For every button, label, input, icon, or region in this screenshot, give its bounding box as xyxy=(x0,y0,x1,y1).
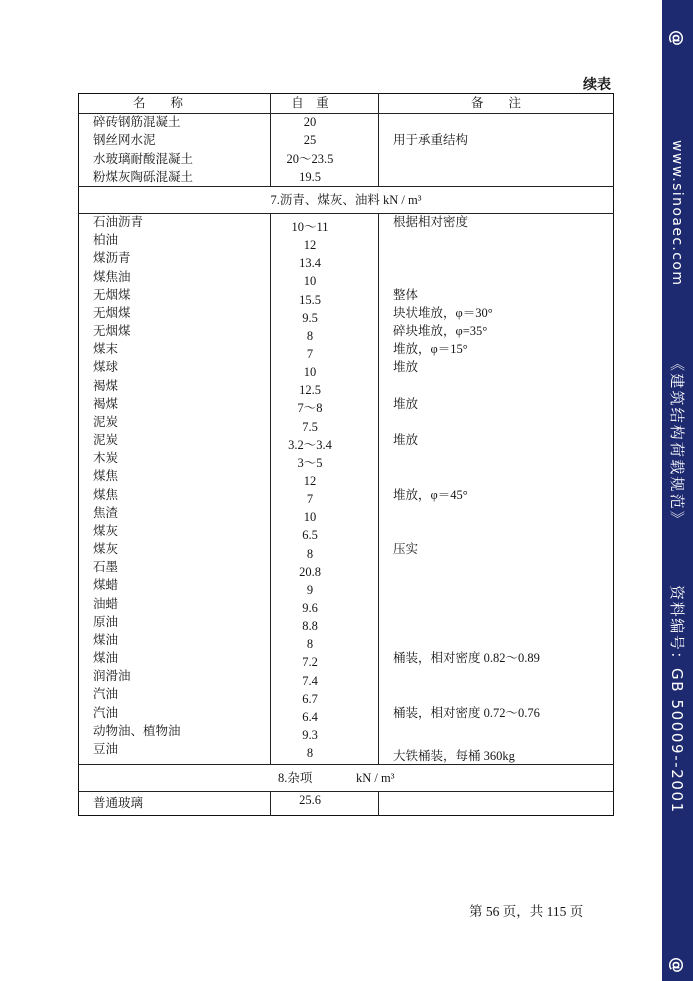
column-divider xyxy=(378,791,379,816)
row-note: 大铁桶装，每桶 360kg xyxy=(393,748,515,763)
row-name: 石油沥青 xyxy=(93,215,144,229)
section8-title-text: 8.杂项 xyxy=(278,771,313,785)
row-weight: 6.4 xyxy=(302,709,318,724)
row-note: 用于承重结构 xyxy=(393,133,469,148)
row-name: 粉煤灰陶砾混凝土 xyxy=(93,170,194,185)
row-name: 煤末 xyxy=(93,342,119,357)
row-weight: 8 xyxy=(306,746,314,761)
section7-top-divider xyxy=(78,186,614,187)
row-name: 原油 xyxy=(93,614,119,629)
row-note: 碎块堆放，φ=35° xyxy=(393,324,488,339)
row-name: 煤焦油 xyxy=(93,269,131,284)
row-weight: 12 xyxy=(303,238,317,253)
sidebar-banner xyxy=(662,0,693,981)
row-weight: 15.5 xyxy=(299,292,321,307)
sidebar-website: www.sinoaec.com xyxy=(669,140,685,287)
row-name: 碎砖钢筋混凝土 xyxy=(93,115,181,129)
row-name: 无烟煤 xyxy=(93,324,131,339)
row-weight: 8 xyxy=(306,546,314,561)
row-name: 油蜡 xyxy=(93,596,119,611)
row-note: 桶装，相对密度 0.82～0.89 xyxy=(393,651,540,666)
row-note: 块状堆放，φ＝30° xyxy=(393,305,493,320)
row-name: 豆油 xyxy=(93,741,119,756)
row-weight: 9 xyxy=(306,582,314,597)
row-weight: 13.4 xyxy=(299,256,321,271)
row-name: 煤焦 xyxy=(93,487,119,502)
row-name: 柏油 xyxy=(93,233,119,248)
row-name: 木炭 xyxy=(93,451,119,466)
section8-unit: kN / m³ xyxy=(356,771,395,785)
header-name: 名 称 xyxy=(132,96,183,110)
row-weight: 10～11 xyxy=(291,220,329,234)
row-weight: 7.2 xyxy=(302,655,318,670)
row-name: 煤蜡 xyxy=(93,578,119,593)
row-name: 钢丝网水泥 xyxy=(93,133,156,148)
row-name: 泥炭 xyxy=(93,414,119,429)
row-note: 堆放，φ＝15° xyxy=(393,342,468,357)
row-name: 煤球 xyxy=(93,360,119,375)
header-note: 备 注 xyxy=(470,96,521,110)
row-weight: 12 xyxy=(303,473,317,488)
row-note: 压实 xyxy=(393,542,419,557)
header-weight: 自 重 xyxy=(291,96,329,110)
section8-top-divider xyxy=(78,764,614,765)
row-note: 根据相对密度 xyxy=(393,215,469,229)
row-weight: 9.3 xyxy=(302,727,318,742)
row-weight: 6.5 xyxy=(302,528,318,543)
row-weight: 7.5 xyxy=(302,419,318,434)
sidebar-book-title: 《建筑结构荷载规范》 xyxy=(668,356,686,529)
section7-title-text: 7.沥青、煤灰、油料 xyxy=(270,193,380,207)
row-weight: 10 xyxy=(303,365,317,380)
row-note: 桶装，相对密度 0.72～0.76 xyxy=(393,705,540,720)
row-weight: 25 xyxy=(303,133,317,148)
row-note: 堆放，φ＝45° xyxy=(393,487,468,502)
row-weight: 3.2～3.4 xyxy=(288,437,332,452)
row-name: 普通玻璃 xyxy=(93,796,144,810)
section7-title xyxy=(78,192,614,208)
sidebar-at-bottom: @ xyxy=(668,957,687,973)
row-weight: 8 xyxy=(306,637,314,652)
row-weight: 7.4 xyxy=(302,673,318,688)
row-weight: 25.6 xyxy=(299,793,321,807)
row-weight: 9.6 xyxy=(302,600,318,615)
section7-title-divider xyxy=(78,213,614,214)
row-note: 堆放 xyxy=(393,396,419,411)
row-name: 煤沥青 xyxy=(93,251,131,266)
row-name: 褐煤 xyxy=(93,396,119,411)
row-name: 水玻璃耐酸混凝土 xyxy=(93,151,194,166)
row-name: 煤焦 xyxy=(93,469,119,484)
row-name: 润滑油 xyxy=(93,669,131,684)
row-weight: 20 xyxy=(303,115,317,129)
row-weight: 10 xyxy=(303,274,317,289)
sidebar-doc-number: 资料编号：GB 50009--2001 xyxy=(668,585,686,814)
row-weight: 20～23.5 xyxy=(286,151,334,166)
row-name: 煤灰 xyxy=(93,523,119,538)
row-name: 煤油 xyxy=(93,651,119,666)
row-name: 泥炭 xyxy=(93,433,119,448)
row-weight: 7 xyxy=(306,346,314,361)
row-weight: 19.5 xyxy=(299,170,321,185)
row-name: 褐煤 xyxy=(93,378,119,393)
row-weight: 9.5 xyxy=(302,310,318,325)
row-name: 动物油、植物油 xyxy=(93,723,181,738)
row-name: 汽油 xyxy=(93,705,119,720)
row-weight: 7～8 xyxy=(297,401,323,416)
row-note: 堆放 xyxy=(393,433,419,448)
row-name: 煤灰 xyxy=(93,542,119,557)
row-note: 整体 xyxy=(393,287,419,302)
row-weight: 20.8 xyxy=(299,564,321,579)
row-name: 无烟煤 xyxy=(93,305,131,320)
row-name: 焦渣 xyxy=(93,505,119,520)
continued-label: 续表 xyxy=(583,77,611,93)
page-footer: 第 56 页，共 115 页 xyxy=(469,904,584,919)
section7-unit: kN / m³ xyxy=(383,193,422,207)
row-name: 石墨 xyxy=(93,560,119,575)
row-weight: 7 xyxy=(306,492,314,507)
row-note: 堆放 xyxy=(393,360,419,375)
row-weight: 8 xyxy=(306,328,314,343)
row-name: 汽油 xyxy=(93,687,119,702)
row-weight: 6.7 xyxy=(302,691,318,706)
column-divider xyxy=(378,213,379,764)
row-weight: 10 xyxy=(303,510,317,525)
row-weight: 3～5 xyxy=(297,455,323,470)
row-weight: 12.5 xyxy=(299,383,321,398)
sidebar-at-top: @ xyxy=(668,30,687,46)
row-name: 煤油 xyxy=(93,632,119,647)
row-name: 无烟煤 xyxy=(93,287,131,302)
row-weight: 8.8 xyxy=(302,619,318,634)
